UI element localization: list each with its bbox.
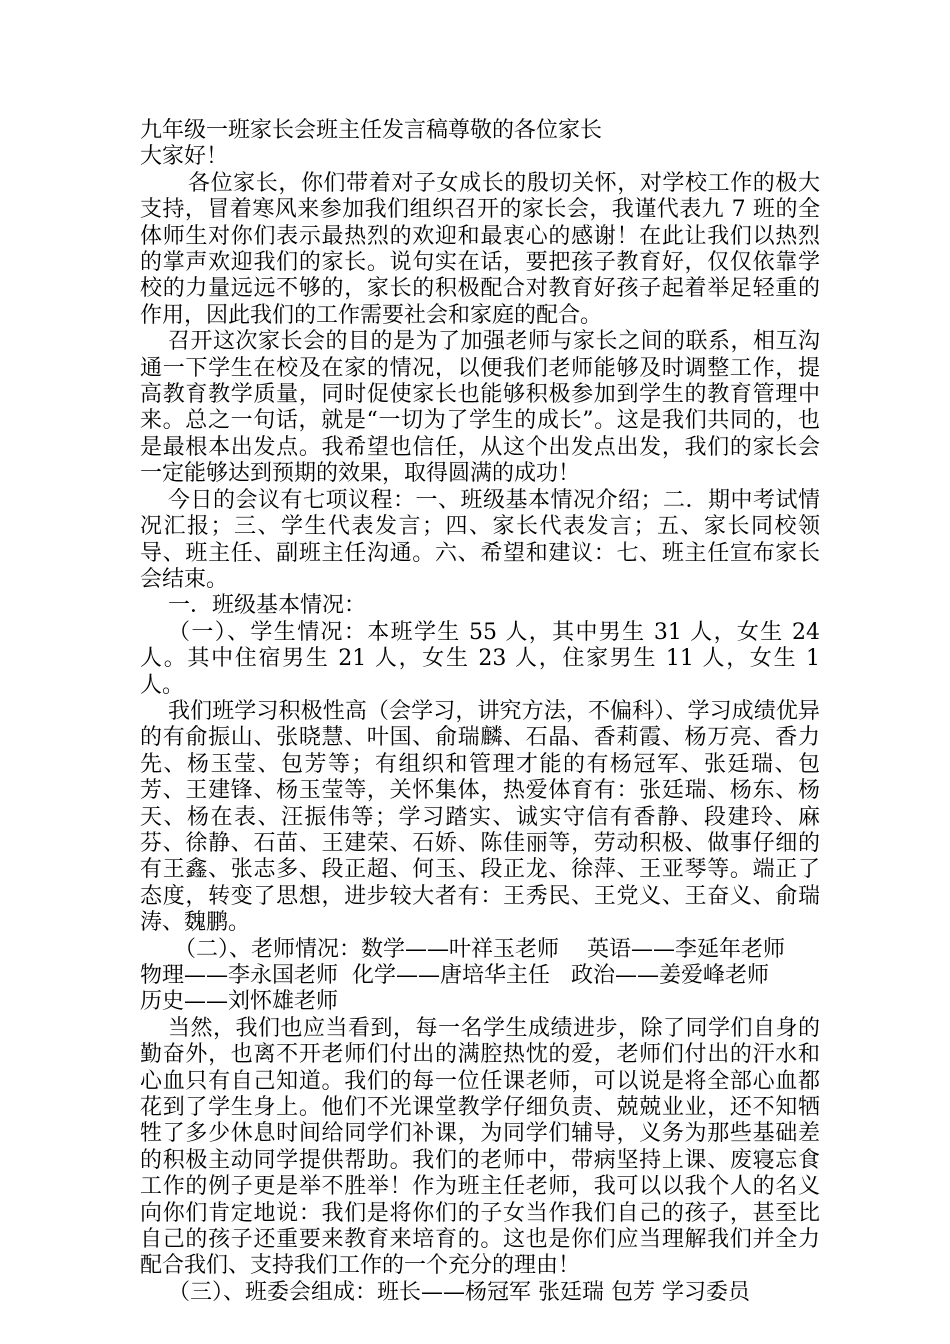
teachers-line-3: 历史——刘怀雄老师 (140, 989, 339, 1015)
section-heading-class-info: 一．班级基本情况： (168, 593, 367, 619)
teachers-line-1: （二）、老师情况：数学——叶祥玉老师 英语——李延年老师 (174, 936, 785, 962)
paragraph-welcome: 各位家长，你们带着对子女成长的殷切关怀，对学校工作的极大支持，冒着寒风来参加我们组织召开的家长会，我谨代表九 7 班的全体师生对你们表示最热烈的欢迎和最衷心的感谢！在此让我们以热烈的掌声欢迎我们的家长。说句实在话，要把孩子教育好，仅仅依靠学校的力量远远不够的，家长的积极配合对教育好孩子起着举足轻重的作用，因此我们的工作需要社会和家庭的配合。 (140, 170, 820, 328)
paragraph-student-stats: （一）、学生情况：本班学生 55 人，其中男生 31 人，女生 24 人。其中住宿男生 21 人，女生 23 人，住家男生 11 人，女生 1 人。 (140, 619, 820, 698)
document-title: 九年级一班家长会班主任发言稿尊敬的各位家长 (140, 118, 603, 143)
paragraph-purpose: 召开这次家长会的目的是为了加强老师与家长之间的联系，相互沟通一下学生在校及在家的情况，以便我们老师能够及时调整工作，提高教育教学质量，同时促使家长也能够积极参加到学生的教育管理中来。总之一句话，就是“一切为了学生的成长”。这是我们共同的，也是最根本出发点。我希望也信任，从这个出发点出发，我们的家长会一定能够达到预期的效果，取得圆满的成功！ (140, 329, 820, 487)
paragraph-class-committee: （三）、班委会组成：班长——杨冠军 张廷瑞 包芳 学习委员 (168, 1279, 750, 1305)
paragraph-teacher-dedication: 当然，我们也应当看到，每一名学生成绩进步，除了同学们自身的勤奋外，也离不开老师们付出的满腔热忱的爱，老师们付出的汗水和心血只有自己知道。我们的每一位任课老师，可以说是将全部心血都花到了学生身上。他们不光课堂教学仔细负责、兢兢业业，还不知牺牲了多少休息时间给同学们补课，为同学们辅导，义务为那些基础差的积极主动同学提供帮助。我们的老师中，带病坚持上课、废寝忘食工作的例子更是举不胜举！作为班主任老师，我可以以我个人的名义向你们肯定地说：我们是将你们的子女当作我们自己的孩子，甚至比自己的孩子还重要来教育来培育的。这也是你们应当理解我们并全力配合我们、支持我们工作的一个充分的理由！ (140, 1015, 820, 1279)
paragraph-student-highlights: 我们班学习积极性高（会学习，讲究方法，不偏科）、学习成绩优异的有俞振山、张晓慧、叶国、俞瑞麟、石晶、香莉霞、杨万亮、香力先、杨玉莹、包芳等；有组织和管理才能的有杨冠军、张廷瑞、包芳、王建锋、杨玉莹等，关怀集体，热爱体育有：张廷瑞、杨东、杨天、杨在表、汪振伟等；学习踏实、诚实守信有香静、段建玲、麻芬、徐静、石苗、王建荣、石娇、陈佳丽等，劳动积极、做事仔细的有王鑫、张志多、段正超、何玉、段正龙、徐萍、王亚琴等。端正了态度，转变了思想，进步较大者有：王秀民、王党义、王奋义、俞瑞涛、魏鹏。 (140, 698, 820, 936)
teachers-line-2: 物理——李永国老师 化学——唐培华主任 政治——姜爱峰老师 (140, 963, 769, 988)
paragraph-agenda: 今日的会议有七项议程：一、班级基本情况介绍；二．期中考试情况汇报；三、学生代表发言；四、家长代表发言；五、家长同校领导、班主任、副班主任沟通。六、希望和建议：七、班主任宣布家长会结束。 (140, 487, 820, 592)
document-body (140, 118, 820, 1306)
greeting: 大家好！ (140, 144, 229, 170)
